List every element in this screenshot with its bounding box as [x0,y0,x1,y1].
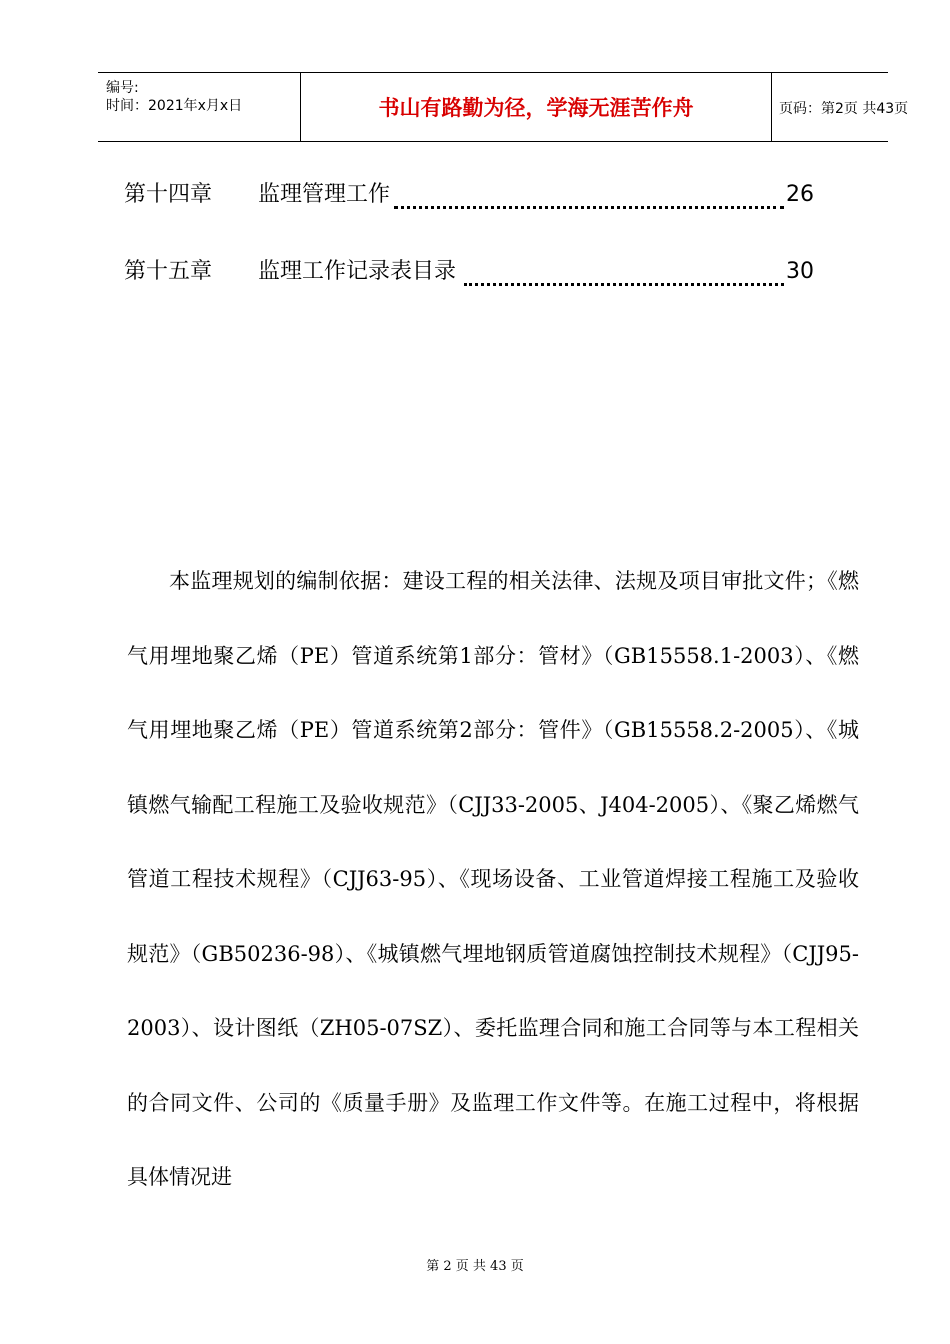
toc-entry [124,180,814,216]
toc-chapter-label: 第十四章 [124,182,213,207]
page-header [98,72,909,142]
toc-dot-leader [394,186,784,209]
header-meta-cell [98,73,300,141]
motto-text: 书山有路勤为径，学海无涯苦作舟 [378,96,694,120]
serial-number-label: 编号: [106,80,139,96]
body-paragraph: 本监理规划的编制依据：建设工程的相关法律、法规及项目审批文件；《燃气用埋地聚乙烯（PE）管道系统第1部分：管材》（GB15558.1-2003）、《燃气用埋地聚乙烯（PE）管道系统第2部分：管件》（GB15558.2-2005）、《城镇燃气输配工程施工及验收规范》（CJJ33-2005、J404-2005）、《聚乙烯燃气管道工程技术规程》（CJJ63-95）、《现场设备、工业管道焊接工程施工及验收规范》（GB50236-98）、《城镇燃气埋地钢质管道腐蚀控制技术规程》（CJJ95-2003）、设计图纸（ZH05-07SZ）、委托监理合同和施工合同等与本工程相关的合同文件、公司的《质量手册》及监理工作文件等。在施工过程中，将根据具体情况进 [127,569,859,1189]
toc-dot-leader [464,263,784,286]
toc-chapter-label: 第十五章 [124,259,213,284]
page-footer: 第 2 页 共 43 页 [426,1259,524,1274]
toc-page-number: 26 [784,180,814,210]
toc-chapter-title: 监理管理工作 [258,180,392,210]
header-motto-cell [300,73,772,141]
date-line: 时间：2021年x月x日 [106,98,243,114]
header-page-cell [771,73,909,141]
toc-page-number: 30 [784,257,814,287]
toc-chapter-title: 监理工作记录表目录 [258,257,458,287]
header-page-info: 页码：第2页 共43页 [779,101,909,117]
toc-entry [124,257,814,293]
